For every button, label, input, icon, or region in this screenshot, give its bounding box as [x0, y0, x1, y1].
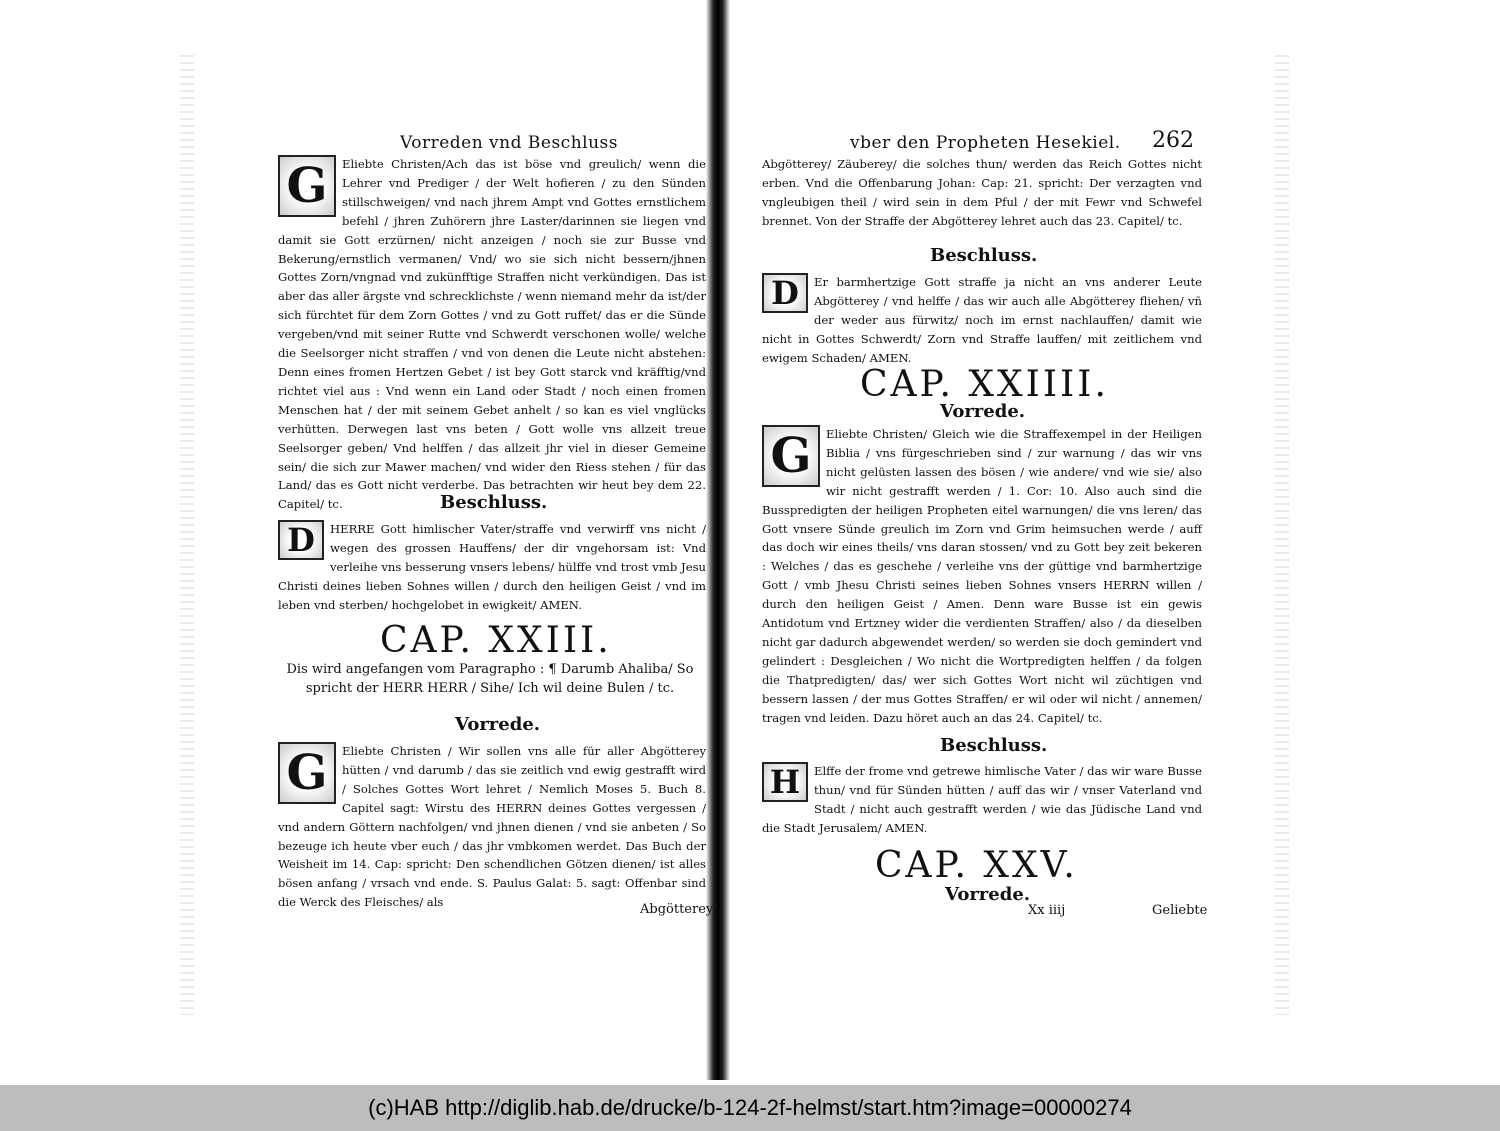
left-preface-heading: Vorrede.	[455, 714, 541, 735]
copyright-footer	[0, 1085, 1500, 1131]
drop-cap-initial: G	[762, 425, 820, 487]
left-closing-paragraph	[278, 520, 706, 615]
right-chapter2-heading: Vorrede.	[945, 884, 1031, 905]
right-closing2-paragraph	[762, 762, 1202, 838]
right-preface-text: Eliebte Christen/ Gleich wie die Straffexempel in der Heiligen Biblia / vns fürgeschrieben sind / zur warnung / das wir vns nicht gelüsten lassen des bösen / wie andere/ vnd wie sie/ also wir nicht gestrafft werden / 1. Cor: 10. Also auch sind die Busspredigten der heiligen Propheten eitel warnungen/ die vns leren/ das Gott vnsere Sünde greulich im Zorn vnd Grim heimsuchen werde / auff das doch wir eines theils/ vns daran stossen/ vnd zu Gott bey zeit bekeren : Welches / das es geschehe / verleihe vns der güttige vnd barmhertzige Gott / vmb Jhesu Christi seines lieben Sohnes vnsers HERRN willen / durch den heiligen Geist / Amen. Denn ware Busse ist ein gewis Antidotum vnd Ertzney wider die verdienten Straffen/ also / da dieselben nicht gar dadurch abgewendet werden/ so werden sie doch gemindert vnd gelindert : Desgleichen / Wo nicht die Wortpredigten helffen / da folgen die Thatpredigten/ das/ wer sich Gottes Wort nicht wil züchtigen vnd bessern lassen / der mus Gottes Straffen/ er wil oder wil nicht / annemen/ tragen vnd leiden. Dazu höret auch an das 24. Capitel/ tc.	[762, 427, 1202, 725]
left-closing-heading: Beschluss.	[440, 492, 548, 513]
right-closing2-heading: Beschluss.	[940, 735, 1048, 756]
left-preface-text: Eliebte Christen/Ach das ist böse vnd greulich/ wenn die Lehrer vnd Prediger / der Welt hofieren / zu den Sünden stillschweigen/ vnd nach jhrem Ampt vnd Gottes ernstlichem befehl / jhren Zuhörern jhre Laster/darinnen sie liegen vnd damit sie Gott erzürnen/ nicht anzeigen / noch sie zur Busse vnd Bekerung/ernstlich vermanen/ Vnd/ wo sie sich nicht bessern/jhnen Gottes Zorn/vngnad vnd zukünfftige Straffen nicht verkündigen. Das ist aber das aller ärgste vnd schrecklichste / wenn niemand mehr da ist/der sich fürchtet für dem Zorn Gottes / vnd zu Gott ruffet/ das er die Sünde vergeben/vnd mit seiner Rutte vnd Schwerdt verschonen wolle/ welche die Seelsorger nicht straffen / vnd von denen die Leute nicht abstehen: Denn eines fromen Hertzen Gebet / ist bey Gott starck vnd kräfftig/vnd richtet viel aus : Vnd wenn ein Land oder Stadt / noch einen fromen Menschen hat / der mit seinem Gebet anhelt / so kan es viel vnglücks verhütten. Derwegen last vns beten / Gott wolle vns allzeit treue Seelsorger geben/ Vnd helffen / das allzeit jhr viel in dieser Gemeine sein/ die sich zur Mawer machen/ vnd wider den Riess stehen / für das Land/ das es Gott nicht verderbe. Das betrachten wir heut bey dem 22. Capitel/ tc.	[278, 157, 706, 512]
right-preface-paragraph	[762, 425, 1202, 728]
left-chapter-title: CAP. XXIII.	[380, 620, 612, 661]
right-continuation-paragraph	[762, 155, 1202, 231]
right-closing2-text: Elffe der frome vnd getrewe himlische Vater / das wir ware Busse thun/ vnd für Sünden hütten / auff das wir / vnser Vaterland vnd Stadt / nicht auch gestrafft werden / wie das Jüdische Land vnd die Stadt Jerusalem/ AMEN.	[762, 764, 1202, 835]
left-chapter-note: Dis wird angefangen vom Paragrapho : ¶ Darumb Ahaliba/ So spricht der HERR HERR / Sihe/ Ich wil deine Bulen / tc.	[286, 662, 694, 696]
right-chapter-title: CAP. XXIIII.	[860, 364, 1109, 405]
right-continuation-text: Abgötterey/ Zäuberey/ die solches thun/ werden das Reich Gottes nicht erben. Vnd die Offenbarung Johan: Cap: 21. spricht: Der verzagten vnd vngleubigen theil / wird sein in dem Pful / der mit Fewr vnd Schwefel brennet. Von der Straffe der Abgötterey lehret auch das 23. Capitel/ tc.	[762, 157, 1202, 228]
left-catchword: Abgötterey/	[640, 902, 718, 917]
drop-cap-initial: G	[278, 155, 336, 217]
page-number: 262	[1152, 128, 1194, 153]
book-gutter	[706, 0, 730, 1080]
left-page-edge	[180, 55, 194, 1015]
drop-cap-initial: D	[762, 273, 808, 313]
left-running-head: Vorreden vnd Beschluss	[400, 133, 618, 153]
right-closing-paragraph	[762, 273, 1202, 368]
signature-mark: Xx iiij	[1028, 903, 1066, 918]
drop-cap-initial: G	[278, 742, 336, 804]
left-preface2-text: Eliebte Christen / Wir sollen vns alle für aller Abgötterey hütten / vnd darumb / das sie zeitlich vnd ewig gestrafft wird / Solches Gottes Wort lehret / Nemlich Moses 5. Buch 8. Capitel sagt: Wirstu des HERRN deines Gottes vergessen / vnd andern Göttern nachfolgen/ vnd jhnen dienen / vnd sie anbeten / So bezeuge ich heute vber euch / das jhr vmbkomen werdet. Das Buch der Weisheit im 14. Cap: spricht: Den schendlichen Götzen dienen/ ist alles bösen anfang / vrsach vnd ende. S. Paulus Galat: 5. sagt: Offenbar sind die Werck des Fleisches/ als	[278, 744, 706, 910]
right-closing-text: Er barmhertzige Gott straffe ja nicht an vns anderer Leute Abgötterey / vnd helffe / das wir auch alle Abgötterey fliehen/ vñ der weder aus fürwitz/ noch im ernst nachlauffen/ damit wie nicht in Gottes Schwerdt/ Zorn vnd Straffe lauffen/ mit zeitlichem vnd ewigem Schaden/ AMEN.	[762, 275, 1202, 365]
drop-cap-initial: H	[762, 762, 808, 802]
right-page-edge	[1275, 55, 1289, 1015]
right-running-head: vber den Propheten Hesekiel.	[850, 133, 1121, 153]
drop-cap-initial: D	[278, 520, 324, 560]
right-catchword: Geliebte	[1152, 903, 1208, 918]
left-preface-paragraph	[278, 155, 706, 514]
left-preface2-paragraph	[278, 742, 706, 912]
left-closing-text: HERRE Gott himlischer Vater/straffe vnd verwirff vns nicht / wegen des grossen Hauffens/ der dir vngehorsam ist: Vnd verleihe vns besserung vnsers lebens/ hülffe vnd trost vmb Jesu Christi deines lieben Sohnes willen / durch den heiligen Geist / vnd im leben vnd sterben/ hochgelobet in ewigkeit/ AMEN.	[278, 522, 706, 612]
right-preface-heading: Vorrede.	[940, 401, 1026, 422]
footer-text: (c)HAB http://diglib.hab.de/drucke/b-124-2f-helmst/start.htm?image=00000274	[368, 1095, 1132, 1120]
right-chapter2-title: CAP. XXV.	[875, 845, 1078, 886]
right-closing-heading: Beschluss.	[930, 245, 1038, 266]
